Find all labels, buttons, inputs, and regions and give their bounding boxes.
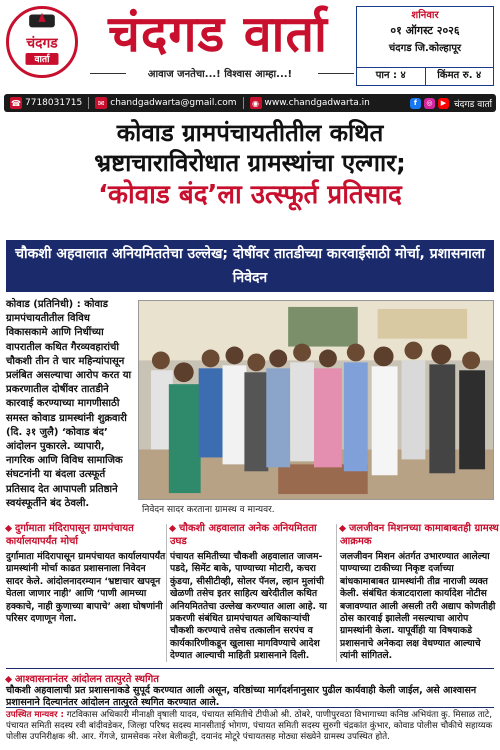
column-irregularities <box>170 522 334 663</box>
paper-title: चंदगड वार्ता <box>108 5 328 63</box>
dignitaries-present <box>6 710 494 743</box>
update-text: चौकशी अहवालाची प्रत प्रशासनाकडे सुपूर्द करण्यात आली असून, वरिष्ठांच्या मार्गदर्शनानुसार पुढील कार्यवाही केली जाईल, असे आश्वासन प्रशासनाने दिल्यानंतर आंदोलन तात्पुरते स्थगित करण्यात आले. <box>6 685 477 708</box>
globe-icon: ◉ <box>250 97 262 109</box>
email-address: chandgadwarta@gmail.com <box>110 98 237 108</box>
headline <box>6 118 494 212</box>
column-body: पंचायत समितीच्या चौकशी अहवालात जाजम-पडदे, सिमेंट बाके, पाण्याच्या मोटारी, कचरा कुंडया, सीसीटीव्ही, सोलर पॅनल, ल्हान मुलांची खेळणी तसेच इतर साहित्य खरेदीतील कथित अनियमिततेचा उल्लेख करण्यात आला आहे. या प्रकरणी संबंधित ग्रामपंचायत अधिकाऱ्यांची चौकशी करण्याचे तसेच तत्कालीन सरपंच व कार्यकारिणीकडून खुलासा मागविण्याचे आदेश देण्यात आल्याची माहिती प्रशासनाने दिली. <box>170 551 327 662</box>
phone-icon: ☎ <box>11 98 21 108</box>
website-link[interactable] <box>244 97 376 109</box>
column-morcha <box>6 522 166 625</box>
lead-text: कोवाड ग्रामपंचायतीतील विविध विकासकामे आणि निधींच्या वापरातील कथित गैरव्यवहारांची चौकशी तीन ते चार महिन्यांपासून प्रलंबित असल्याचा आरोप करत या प्रकरणातील दोषींवर तातडीने कारवाई करण्याच्या मागणीसाठी समस्त कोवाड ग्रामस्थांनी शुक्रवारी (दि. ३१ जुलै) ‘कोवाड बंद’ आंदोलन पुकारले. व्यापारी, नागरिक आणि विविध सामाजिक संघटनांनी या बंदला उत्स्फूर्त प्रतिसाद देत आपापली प्रतिष्ठाने स्वयंस्फूर्तीने बंद ठेवली. <box>6 299 132 509</box>
date-box <box>356 6 494 86</box>
website-url: www.chandgadwarta.in <box>264 98 370 108</box>
price: किंमत रु. ४ <box>437 70 482 81</box>
column-body: जलजीवन मिशन अंतर्गत उभारण्यात आलेल्या पाण्याच्या टाकीच्या निकृष्ट दर्जाच्या बांधकामाबाबत ग्रामस्थांनी तीव्र नाराजी व्यक्त केली. संबंधित कंत्राटदाराला कार्यादेश नोटीस बजावण्यात आली असली तरी अद्याप कोणतीही ठोस कारवाई झालेली नसल्याचा आरोप ग्रामस्थांनी केला. यापूर्वीही या विषयाकडे प्रशासनाचे अनेकदा लक्ष वेधण्यात आल्याचे त्यांनी सांगितले. <box>340 551 496 662</box>
issue-day: शनिवार <box>357 7 493 21</box>
present-label: उपस्थित मान्यवर : <box>6 710 64 720</box>
update-title: आश्वासनानंतर आंदोलन तात्पुरते स्थगित <box>6 671 494 685</box>
contact-bar <box>4 94 496 112</box>
instagram-icon[interactable]: ◎ <box>424 98 435 109</box>
column-jaljeevan <box>340 522 500 663</box>
lead-article <box>6 298 134 511</box>
column-divider <box>336 524 337 662</box>
bullet-icon <box>169 524 176 531</box>
bullet-icon <box>5 524 12 531</box>
logo-top-text: चंदगड <box>26 35 58 52</box>
issue-place: चंदगड जि.कोल्हापूर <box>388 43 462 54</box>
headline-line-1: कोवाड ग्रामपंचायतीतील कथित <box>116 119 384 147</box>
news-photo <box>138 300 494 500</box>
photo-illustration <box>139 301 493 499</box>
issue-meta <box>357 67 493 85</box>
byline: कोवाड (प्रतिनिधी) : <box>6 299 81 310</box>
phone-contact[interactable] <box>4 97 88 109</box>
logo <box>6 6 78 78</box>
headline-line-2: भ्रष्टाचाराविरोधात ग्रामस्थांचा एल्गार; <box>94 149 406 177</box>
page-number: पान : ४ <box>357 68 426 85</box>
email-contact[interactable] <box>89 97 242 109</box>
social-label: चंदगड वार्ता <box>453 99 492 110</box>
logo-bottom-text: वार्ता <box>34 54 50 66</box>
column-title: जलजीवन मिशनच्या कामाबाबतही ग्रामस्थ आक्रमक <box>340 523 499 547</box>
facebook-icon[interactable]: f <box>410 98 421 109</box>
present-text: गटविकास अधिकारी मीनाक्षी वृषाली यादव, पंचायत समितीचे टीपीओ श्री. ठोबरे, पाणीपुरवठा विभागाच्या कनिष्ठ अभियंता कु. मिसाळ ताटे, पंचायत समिती सदस्य रवी बांदीवडेकर, जिल्हा परिषद सदस्य मानसीताई भोगण, पंचायत समिती सदस्य सुरुगी चंद्रकांत कुंभार, कोवाड पोलीस चौकीचे सहाय्यक पोलीस उपनिरीक्षक श्री. आर. गेंगजे, ग्रामसेवक नरेश बेलीकट्टी, दयानंद मोटूरे पंचायतसह मोठ्या संख्येने ग्रामस्थ उपस्थित होते. <box>6 710 493 742</box>
subheadline: चौकशी अहवालात अनियमिततेचा उल्लेख; दोषींवर तातडीच्या कारवाईसाठी मोर्चा, प्रशासनाला निवेदन <box>6 240 494 292</box>
bullet-icon <box>5 675 12 682</box>
logo-emblem <box>9 9 75 75</box>
photo-caption: निवेदन सादर करताना ग्रामस्थ व मान्यवर. <box>142 505 275 515</box>
column-title: दुर्गामाता मंदिरापासून ग्रामपंचायत कार्यालयापर्यंत मोर्चा <box>6 523 134 547</box>
headline-line-3: ‘कोवाड बंद’ला उत्स्फूर्त प्रतिसाद <box>98 180 402 210</box>
social-links <box>410 97 496 110</box>
bottom-update <box>6 668 494 708</box>
youtube-icon[interactable]: ▶ <box>438 98 449 109</box>
tagline: आवाज जनतेचा...! विश्वास आम्हा...! <box>147 69 293 80</box>
column-title: चौकशी अहवालात अनेक अनियमितता उघड <box>170 522 334 548</box>
column-divider <box>166 524 167 662</box>
masthead <box>0 0 500 92</box>
tagline-rule <box>318 73 354 74</box>
issue-date: ०१ ऑगस्ट २०२६ <box>390 24 460 37</box>
bullet-icon <box>339 524 346 531</box>
phone-number: 7718031715 <box>25 98 83 108</box>
mail-icon: ✉ <box>95 97 107 109</box>
column-body: दुर्गामाता मंदिरापासून ग्रामपंचायत कार्यालयापर्यंत ग्रामस्थांनी मोर्चा काढत प्रशासनाला निवेदन सादर केले. आंदोलनादरम्यान ‘भ्रष्टाचार खपवून घेतला जाणार नाही’ आणि ‘पाणी आमच्या हक्काचे, नाही कुणाच्या बापाचे’ अशा घोषणांनी परिसर दणाणून गेला. <box>6 551 166 625</box>
